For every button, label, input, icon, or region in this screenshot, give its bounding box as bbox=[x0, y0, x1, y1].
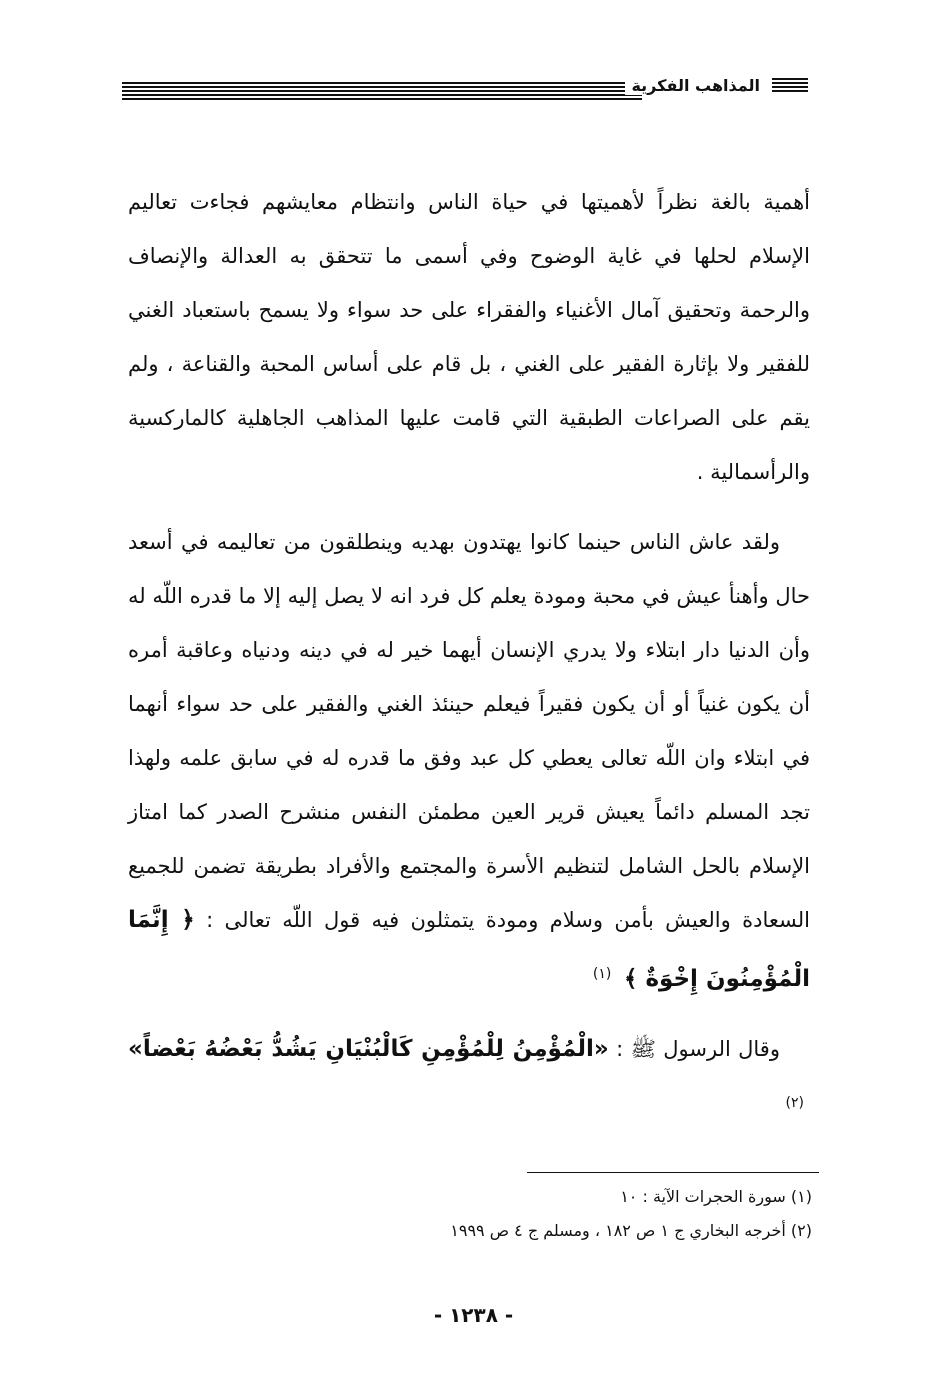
hadith-text: «الْمُؤْمِنُ لِلْمُؤْمِنِ كَالْبُنْيَانِ يَشُدُّ بَعْضُهُ بَعْضاً» bbox=[128, 1036, 609, 1062]
footnote-2: (٢) أخرجه البخاري ج ١ ص ١٨٢ ، ومسلم ج ٤ ص ١٩٩٩ bbox=[450, 1221, 812, 1240]
paragraph-3 bbox=[128, 1022, 810, 1135]
main-text bbox=[128, 175, 810, 1135]
paragraph-1: أهمية بالغة نظراً لأهميتها في حياة الناس وانتظام معايشهم فجاءت تعاليم الإسلام لحلها في غاية الوضوح وفي أسمى ما تتحقق به العدالة والإنصاف والرحمة وتحقيق آمال الأغنياء والفقراء على حد سواء ولا يسمح باستعباد الغني للفقير ولا بإثارة الفقير على الغني ، بل قام على أساس المحبة والقناعة ، ولم يقم على الصراعات الطبقية التي قامت عليها المذاهب الجاهلية كالماركسية والرأسمالية . bbox=[128, 190, 810, 484]
footnote-1: (١) سورة الحجرات الآية : ١٠ bbox=[620, 1187, 812, 1206]
header-title: المذاهب الفكرية bbox=[625, 76, 766, 95]
header-rule-lines bbox=[122, 82, 642, 102]
footnotes bbox=[300, 1180, 812, 1248]
footnote-ref-2: (٢) bbox=[785, 1095, 804, 1111]
footnote-divider bbox=[527, 1172, 819, 1173]
paragraph-2 bbox=[128, 515, 810, 1006]
footnote-ref-1: (١) bbox=[592, 966, 612, 982]
paragraph-2-text: ولقد عاش الناس حينما كانوا يهتدون بهديه وينطلقون من تعاليمه في أسعد حال وأهنأ عيش في محبة ومودة يعلم كل فرد انه لا يصل إليه إلا ما قدره اللّه له وأن الدنيا دار ابتلاء ولا يدري الإنسان أيهما خير له في دينه ودنياه وعاقبة أمره أن يكون غنياً أو أن يكون فقيراً فيعلم حينئذ الغني والفقير على حد سواء أنهما في ابتلاء وان اللّه تعالى يعطي كل عبد وفق ما قدره له في سابق علمه ولهذا تجد المسلم دائماً يعيش قرير العين مطمئن النفس منشرح الصدر كما امتاز الإسلام بالحل الشامل لتنظيم الأسرة والمجتمع والأفراد بطريقة تضمن للجميع السعادة والعيش بأمن وسلام ومودة يتمثلون فيه قول اللّه تعالى : bbox=[128, 530, 810, 932]
page-number: - ١٢٣٨ - bbox=[433, 1303, 514, 1327]
running-header bbox=[122, 72, 808, 104]
quran-verse: ﴿ إِنَّمَا الْمُؤْمِنُونَ إِخْوَةٌ ﴾ bbox=[128, 907, 810, 992]
header-ornament bbox=[772, 78, 808, 92]
paragraph-3-intro: وقال الرسول ﷺ : bbox=[616, 1037, 780, 1061]
